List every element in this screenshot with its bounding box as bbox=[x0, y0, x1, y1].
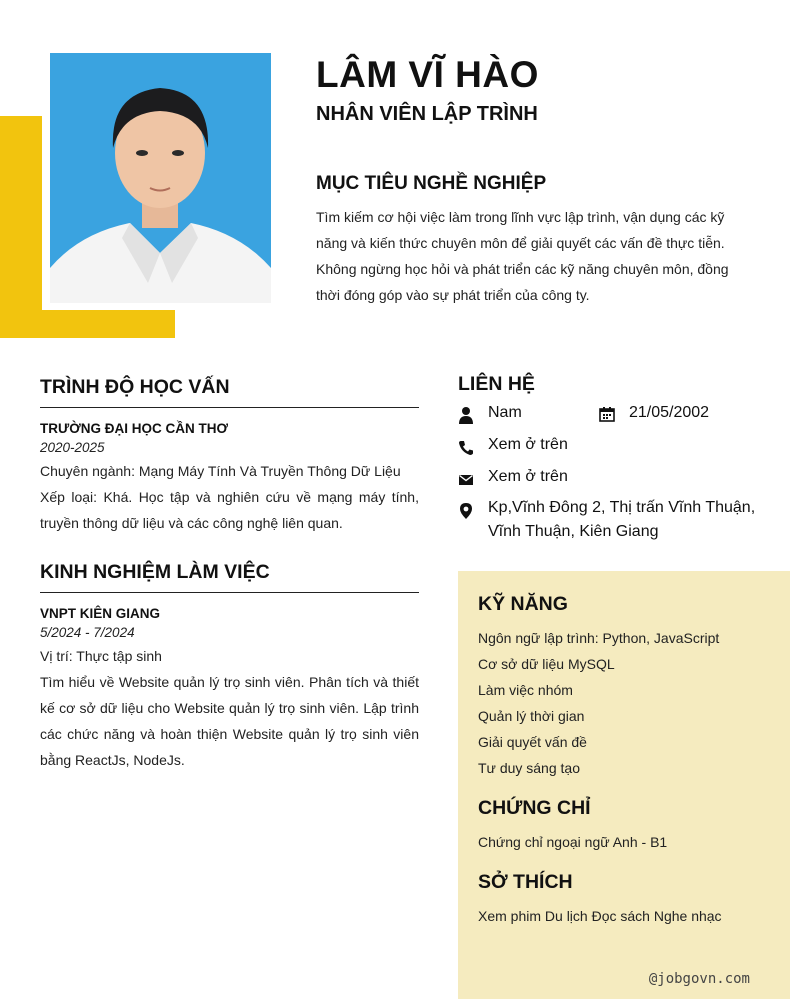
skill-item: Ngôn ngữ lập trình: Python, JavaScript bbox=[478, 630, 720, 646]
gender-value: Nam bbox=[488, 404, 522, 421]
school-name: TRƯỜNG ĐẠI HỌC CẦN THƠ bbox=[40, 421, 228, 436]
objective-heading: MỤC TIÊU NGHỀ NGHIỆP bbox=[316, 173, 547, 194]
certificate-item: Chứng chỉ ngoại ngữ Anh - B1 bbox=[478, 834, 668, 850]
experience-position: Vị trí: Thực tập sinh bbox=[40, 648, 162, 664]
email-value: Xem ở trên bbox=[488, 468, 568, 485]
experience-section bbox=[40, 561, 419, 773]
skills-heading: KỸ NĂNG bbox=[478, 593, 568, 615]
skill-item: Cơ sở dữ liệu MySQL bbox=[478, 656, 615, 672]
education-heading: TRÌNH ĐỘ HỌC VẤN bbox=[40, 376, 230, 398]
hobbies-section bbox=[478, 871, 770, 929]
profile-photo bbox=[50, 53, 271, 303]
candidate-name: LÂM VĨ HÀO bbox=[316, 54, 539, 95]
person-icon bbox=[458, 406, 474, 424]
education-period: 2020-2025 bbox=[40, 440, 105, 455]
watermark: @jobgovn.com bbox=[648, 971, 750, 987]
education-description: Xếp loại: Khá. Học tập và nghiên cứu về mạng máy tính, truyền thông dữ liệu và các công nghệ liên quan. bbox=[40, 489, 419, 531]
contact-row-phone bbox=[458, 434, 768, 466]
objective-text: Tìm kiếm cơ hội việc làm trong lĩnh vực lập trình, vận dụng các kỹ năng và kiến thức chuyên môn để giải quyết các vấn đề thực tiễn. Không ngừng học hỏi và phát triển các kỹ năng chuyên môn, đồng thời đóng góp vào sự phát triển của công ty. bbox=[316, 209, 729, 303]
contact-row-address bbox=[458, 498, 768, 552]
divider bbox=[40, 592, 419, 593]
education-major: Chuyên ngành: Mạng Máy Tính Và Truyền Thông Dữ Liệu bbox=[40, 463, 401, 479]
birthday-value: 21/05/2002 bbox=[629, 404, 710, 421]
contact-section bbox=[458, 373, 768, 552]
contact-heading: LIÊN HỆ bbox=[458, 373, 535, 395]
location-icon bbox=[458, 502, 474, 520]
job-title: NHÂN VIÊN LẬP TRÌNH bbox=[316, 103, 538, 125]
address-value: Kp,Vĩnh Đông 2, Thị trấn Vĩnh Thuận, Vĩnh Thuận, Kiên Giang bbox=[488, 499, 756, 540]
skill-item: Làm việc nhóm bbox=[478, 682, 573, 698]
contact-row-gender-birthday bbox=[458, 402, 768, 434]
skill-item: Giải quyết vấn đề bbox=[478, 734, 587, 750]
hobbies-text: Xem phim Du lịch Đọc sách Nghe nhạc bbox=[478, 908, 722, 924]
experience-heading: KINH NGHIỆM LÀM VIỆC bbox=[40, 561, 270, 583]
divider bbox=[40, 407, 419, 408]
sidebar-panel bbox=[458, 571, 790, 999]
hobbies-heading: SỞ THÍCH bbox=[478, 871, 573, 893]
experience-description: Tìm hiểu về Website quản lý trọ sinh viên. Phân tích và thiết kế cơ sở dữ liệu cho Website quản lý trọ sinh viên. Lập trình các chức năng và hoàn thiện Website quản lý trọ sinh viên bằng ReactJs, NodeJs. bbox=[40, 674, 419, 768]
certificates-section bbox=[478, 797, 770, 855]
skill-item: Quản lý thời gian bbox=[478, 708, 585, 724]
phone-value: Xem ở trên bbox=[488, 436, 568, 453]
calendar-icon bbox=[599, 406, 615, 422]
certificates-heading: CHỨNG CHỈ bbox=[478, 797, 591, 819]
contact-row-email bbox=[458, 466, 768, 498]
phone-icon bbox=[458, 438, 474, 456]
skills-section bbox=[478, 593, 770, 781]
skill-item: Tư duy sáng tạo bbox=[478, 760, 580, 776]
experience-period: 5/2024 - 7/2024 bbox=[40, 625, 135, 640]
company-name: VNPT KIÊN GIANG bbox=[40, 606, 161, 621]
mail-icon bbox=[458, 470, 474, 488]
education-section bbox=[40, 376, 419, 536]
